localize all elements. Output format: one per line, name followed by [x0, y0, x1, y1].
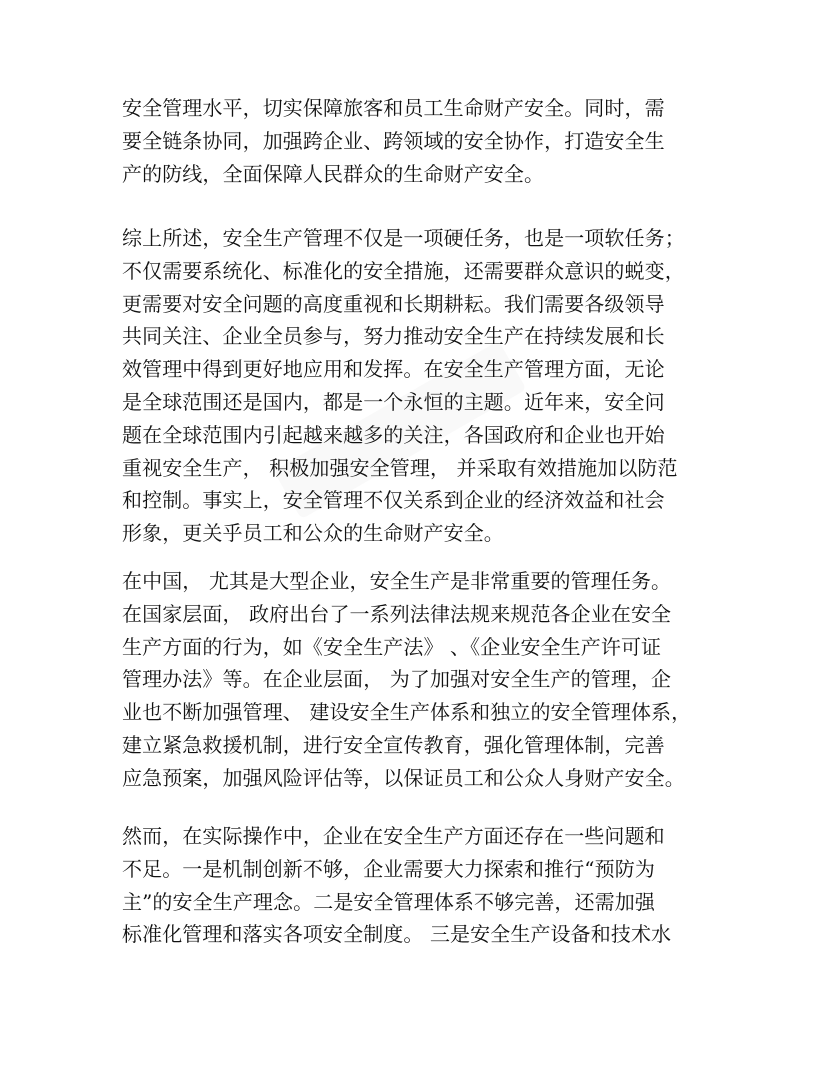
text-line: 重视安全生产， 积极加强安全管理， 并采取有效措施加以防范 [122, 455, 678, 480]
paragraph-3 [122, 565, 722, 795]
text-line: 然而，在实际操作中，企业在安全生产方面还存在一些问题和 [122, 824, 665, 848]
paragraph-2 [122, 222, 722, 550]
text-line: 综上所述，安全生产管理不仅是一项硬任务，也是一项软任务； [122, 226, 685, 250]
text-line: 安全管理水平，切实保障旅客和员工生命财产安全。同时，需 [122, 96, 665, 120]
text-line: 在国家层面， 政府出台了一系列法律法规来规范各企业在安全 [122, 601, 672, 626]
text-line: 效管理中得到更好地应用和发挥。在安全生产管理方面，无论 [122, 357, 665, 382]
paragraph-1 [122, 92, 722, 190]
text-line: 建立紧急救援机制，进行安全宣传教育，强化管理体制，完善 [122, 732, 665, 757]
text-line: 管理办法》等。在企业层面， 为了加强对安全生产的管理，企 [122, 667, 672, 692]
text-line: 不仅需要系统化、标准化的安全措施，还需要群众意识的蜕变， [122, 258, 685, 283]
text-line: 题在全球范围内引起越来越多的关注，各国政府和企业也开始 [122, 422, 665, 447]
text-line: 不足。一是机制创新不够，企业需要大力探索和推行“预防为 [122, 856, 655, 881]
text-line: 产的防线，全面保障人民群众的生命财产安全。 [122, 161, 545, 186]
text-line: 主”的安全生产理念。二是安全管理体系不够完善，还需加强 [122, 889, 655, 914]
text-line: 是全球范围还是国内，都是一个永恒的主题。近年来，安全问 [122, 389, 665, 414]
text-line: 形象，更关乎员工和公众的生命财产安全。 [122, 521, 504, 546]
text-line: 标准化管理和落实各项安全制度。 三是安全生产设备和技术水 [122, 922, 672, 947]
text-line: 业也不断加强管理、 建设安全生产体系和独立的安全管理体系， [122, 700, 692, 725]
text-line: 更需要对安全问题的高度重视和长期耕耘。我们需要各级领导 [122, 291, 665, 316]
text-line: 要全链条协同，加强跨企业、跨领域的安全协作，打造安全生 [122, 128, 665, 153]
text-line: 生产方面的行为，如《安全生产法》 、《企业安全生产许可证 [122, 634, 662, 659]
text-line: 和控制。事实上，安全管理不仅关系到企业的经济效益和社会 [122, 488, 665, 513]
paragraph-4 [122, 820, 722, 951]
text-line: 共同关注、企业全员参与，努力推动安全生产在持续发展和长 [122, 324, 665, 349]
text-line: 在中国， 尤其是大型企业，安全生产是非常重要的管理任务。 [122, 569, 672, 593]
text-line: 应急预案，加强风险评估等，以保证员工和公众人身财产安全。 [122, 765, 685, 790]
